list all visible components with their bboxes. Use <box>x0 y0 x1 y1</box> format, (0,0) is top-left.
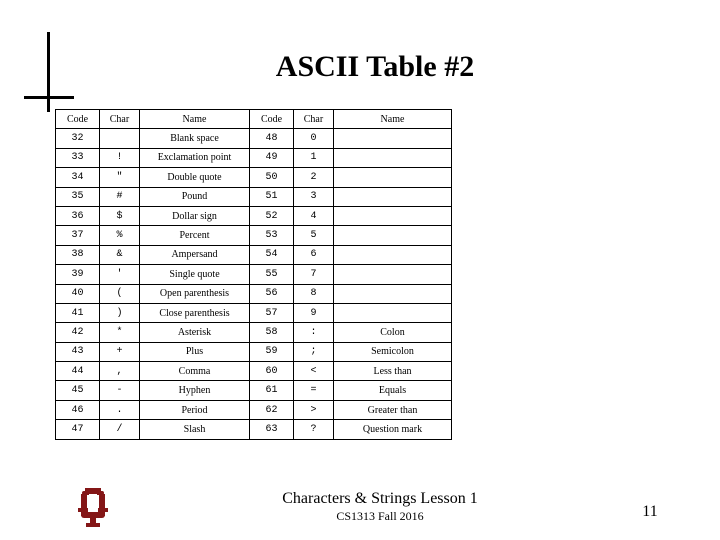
table-row <box>56 284 452 303</box>
cell-char: 5 <box>294 226 334 245</box>
cell-code: 63 <box>250 420 294 439</box>
cell-name: Asterisk <box>140 323 250 342</box>
footer-course: CS1313 Fall 2016 <box>336 509 424 523</box>
cell-code: 38 <box>56 245 100 264</box>
cell-code: 35 <box>56 187 100 206</box>
cell-char: % <box>100 226 140 245</box>
cell-char: / <box>100 420 140 439</box>
cell-code: 42 <box>56 323 100 342</box>
cell-name: Greater than <box>334 400 452 419</box>
cell-code: 40 <box>56 284 100 303</box>
cell-char: 0 <box>294 129 334 148</box>
cell-char: # <box>100 187 140 206</box>
cell-code: 58 <box>250 323 294 342</box>
cell-code: 43 <box>56 342 100 361</box>
cell-name: Open parenthesis <box>140 284 250 303</box>
cell-code: 46 <box>56 400 100 419</box>
cell-name: Close parenthesis <box>140 303 250 322</box>
table-row <box>56 342 452 361</box>
cell-name: Question mark <box>334 420 452 439</box>
cell-char: $ <box>100 206 140 225</box>
cell-name: Hyphen <box>140 381 250 400</box>
cell-name: Slash <box>140 420 250 439</box>
cell-name: Percent <box>140 226 250 245</box>
cell-code: 51 <box>250 187 294 206</box>
cell-code: 50 <box>250 168 294 187</box>
cell-char: - <box>100 381 140 400</box>
cell-char: 4 <box>294 206 334 225</box>
cell-code: 44 <box>56 362 100 381</box>
header-name: Name <box>140 110 250 129</box>
cell-name <box>334 303 452 322</box>
decorative-horizontal-line <box>24 96 74 99</box>
cell-char: ( <box>100 284 140 303</box>
cell-name: Comma <box>140 362 250 381</box>
cell-code: 57 <box>250 303 294 322</box>
cell-code: 33 <box>56 148 100 167</box>
table-header-row <box>56 110 452 129</box>
cell-code: 47 <box>56 420 100 439</box>
header-code: Code <box>250 110 294 129</box>
table-row <box>56 148 452 167</box>
cell-char: 2 <box>294 168 334 187</box>
cell-char: . <box>100 400 140 419</box>
header-code: Code <box>56 110 100 129</box>
cell-name: Less than <box>334 362 452 381</box>
cell-name: Colon <box>334 323 452 342</box>
header-char: Char <box>294 110 334 129</box>
footer-lesson-title: Characters & Strings Lesson 1 <box>282 490 478 507</box>
table-row <box>56 129 452 148</box>
cell-char: , <box>100 362 140 381</box>
table-row <box>56 206 452 225</box>
cell-name: Semicolon <box>334 342 452 361</box>
table-row <box>56 381 452 400</box>
cell-name: Ampersand <box>140 245 250 264</box>
cell-char: 7 <box>294 265 334 284</box>
cell-code: 32 <box>56 129 100 148</box>
cell-code: 60 <box>250 362 294 381</box>
cell-name: Double quote <box>140 168 250 187</box>
cell-char: ! <box>100 148 140 167</box>
table-row <box>56 226 452 245</box>
cell-name <box>334 148 452 167</box>
table-row <box>56 187 452 206</box>
cell-name: Plus <box>140 342 250 361</box>
cell-code: 55 <box>250 265 294 284</box>
cell-code: 39 <box>56 265 100 284</box>
cell-name <box>334 245 452 264</box>
cell-code: 61 <box>250 381 294 400</box>
cell-name <box>334 187 452 206</box>
table-row <box>56 168 452 187</box>
cell-name: Blank space <box>140 129 250 148</box>
cell-char: + <box>100 342 140 361</box>
cell-code: 59 <box>250 342 294 361</box>
cell-name <box>334 226 452 245</box>
cell-name: Equals <box>334 381 452 400</box>
cell-name <box>334 206 452 225</box>
cell-code: 49 <box>250 148 294 167</box>
cell-char: ' <box>100 265 140 284</box>
slide-title: ASCII Table #2 <box>275 50 475 83</box>
header-char: Char <box>100 110 140 129</box>
header-name: Name <box>334 110 452 129</box>
cell-char: ; <box>294 342 334 361</box>
cell-char: 6 <box>294 245 334 264</box>
cell-code: 36 <box>56 206 100 225</box>
cell-char: " <box>100 168 140 187</box>
cell-code: 54 <box>250 245 294 264</box>
table-row <box>56 362 452 381</box>
table-row <box>56 265 452 284</box>
cell-char <box>100 129 140 148</box>
cell-code: 48 <box>250 129 294 148</box>
ou-logo-icon <box>78 488 108 528</box>
cell-name <box>334 168 452 187</box>
cell-name: Pound <box>140 187 250 206</box>
cell-char: ? <box>294 420 334 439</box>
cell-name <box>334 284 452 303</box>
cell-char: 9 <box>294 303 334 322</box>
cell-code: 41 <box>56 303 100 322</box>
cell-char: = <box>294 381 334 400</box>
cell-code: 52 <box>250 206 294 225</box>
cell-code: 62 <box>250 400 294 419</box>
cell-char: : <box>294 323 334 342</box>
cell-code: 37 <box>56 226 100 245</box>
cell-char: 3 <box>294 187 334 206</box>
table-row <box>56 303 452 322</box>
cell-char: < <box>294 362 334 381</box>
cell-char: > <box>294 400 334 419</box>
table-row <box>56 420 452 439</box>
cell-name: Dollar sign <box>140 206 250 225</box>
cell-code: 45 <box>56 381 100 400</box>
cell-code: 56 <box>250 284 294 303</box>
cell-char: & <box>100 245 140 264</box>
cell-name: Single quote <box>140 265 250 284</box>
table-row <box>56 400 452 419</box>
cell-name: Period <box>140 400 250 419</box>
ascii-table <box>55 109 452 440</box>
cell-char: ) <box>100 303 140 322</box>
cell-char: 8 <box>294 284 334 303</box>
cell-name: Exclamation point <box>140 148 250 167</box>
cell-code: 34 <box>56 168 100 187</box>
cell-name <box>334 129 452 148</box>
table-row <box>56 245 452 264</box>
cell-char: * <box>100 323 140 342</box>
page-number: 11 <box>642 503 658 520</box>
cell-name <box>334 265 452 284</box>
table-row <box>56 323 452 342</box>
cell-code: 53 <box>250 226 294 245</box>
cell-char: 1 <box>294 148 334 167</box>
